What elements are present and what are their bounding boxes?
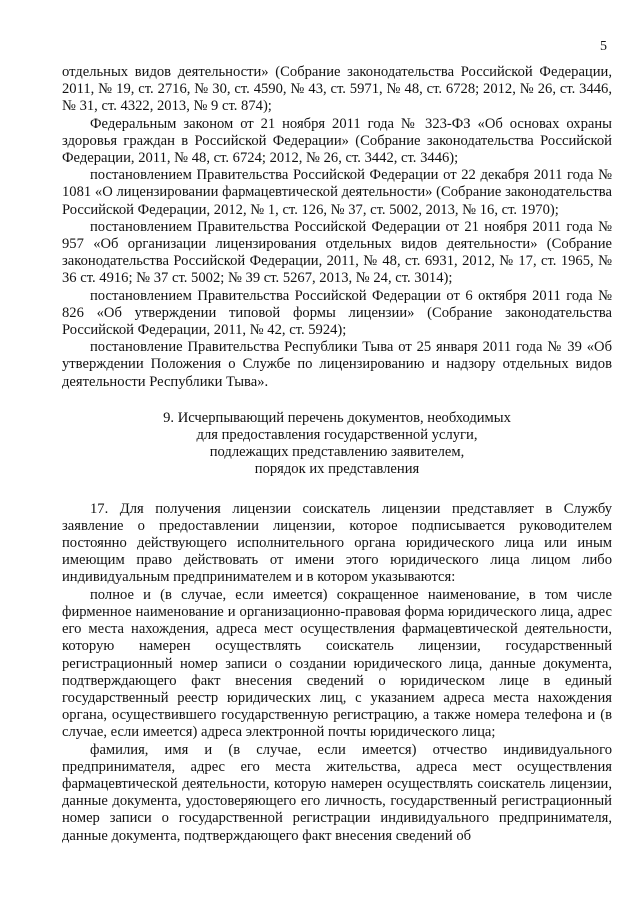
paragraph-federal-law-323: Федеральным законом от 21 ноября 2011 года № 323-ФЗ «Об основах охраны здоровья граждан в Российской Федерации» (Собрание законодательства Российской Федерации, 2011, № 48, ст. 6724; 2012, № 26, ст. 3442, ст. 3446);: [62, 115, 612, 167]
paragraph-resolution-tuva-39: постановление Правительства Республики Тыва от 25 января 2011 года № 39 «Об утверждении Положения о Службе по лицензированию и надзору отдельных видов деятельности Республики Тыва».: [62, 339, 612, 390]
paragraph-resolution-826: постановлением Правительства Российской Федерации от 6 октября 2011 года № 826 «Об утверждении типовой формы лицензии» (Собрание законодательства Российской Федерации, 2011, № 42, ст. 5924);: [62, 287, 612, 339]
section-heading-line: 9. Исчерпывающий перечень документов, необходимых: [163, 409, 511, 426]
paragraph-item-17: 17. Для получения лицензии соискатель лицензии представляет в Службу заявление о предоставлении лицензии, которое подписывается руководителем постоянно действующего исполнительного органа юридического лица или иным имеющим право действовать от имени этого юридического лица лицом либо индивидуальным предпринимателем и в котором указываются:: [62, 500, 612, 586]
page-number: 5: [600, 39, 607, 54]
paragraph-legal-entity-details: полное и (в случае, если имеется) сокращенное наименование, в том числе фирменное наименование и организационно-правовая форма юридического лица, адрес его места нахождения, адреса мест осуществления фармацевтической деятельности, которую намерен осуществлять соискатель лицензии, государственный регистрационный номер записи о создании юридического лица, данные документа, подтверждающего факт внесения сведений о юридическом лице в единый государственный реестр юридических лиц, с указанием адреса места нахождения органа, осуществившего государственную регистрацию, а также номера телефона и (в случае, если имеется) адреса электронной почты юридического лица;: [62, 586, 612, 741]
paragraph-entrepreneur-details: фамилия, имя и (в случае, если имеется) отчество индивидуального предпринимателя, адрес его места жительства, адреса мест осуществления фармацевтической деятельности, которую намерен осуществлять соискатель лицензии, данные документа, удостоверяющего его личность, государственный регистрационный номер записи о государственной регистрации индивидуального предпринимателя, данные документа, подтверждающего факт внесения сведений об: [62, 741, 612, 844]
section-heading-line: подлежащих представлению заявителем,: [209, 444, 465, 461]
paragraph-continuation: отдельных видов деятельности» (Собрание законодательства Российской Федерации, 2011, № 19, ст. 2716, № 30, ст. 4590, № 43, ст. 5971, № 48, ст. 6728; 2012, № 26, ст. 3446, № 31, ст. 4322, 2013, № 9 ст. 874);: [62, 64, 612, 115]
section-heading: [62, 410, 612, 479]
paragraph-resolution-957: постановлением Правительства Российской Федерации от 21 ноября 2011 года № 957 «Об организации лицензирования отдельных видов деятельности» (Собрание законодательства Российской Федерации, 2011, № 48, ст. 6931, 2012, № 17, ст. 1965, № 36 ст. 4916; № 37 ст. 5002; № 39 ст. 5267, 2013, № 24, ст. 3014);: [62, 218, 612, 287]
paragraph-resolution-1081: постановлением Правительства Российской Федерации от 22 декабря 2011 года № 1081 «О лицензировании фармацевтической деятельности» (Собрание законодательства Российской Федерации, 2012, № 1, ст. 126, № 37, ст. 5002, 2013, № 16, ст. 1970);: [62, 167, 612, 218]
section-heading-line: порядок их представления: [254, 461, 420, 478]
section-heading-line: для предоставления государственной услуги,: [196, 427, 478, 444]
document-body: [62, 64, 612, 845]
